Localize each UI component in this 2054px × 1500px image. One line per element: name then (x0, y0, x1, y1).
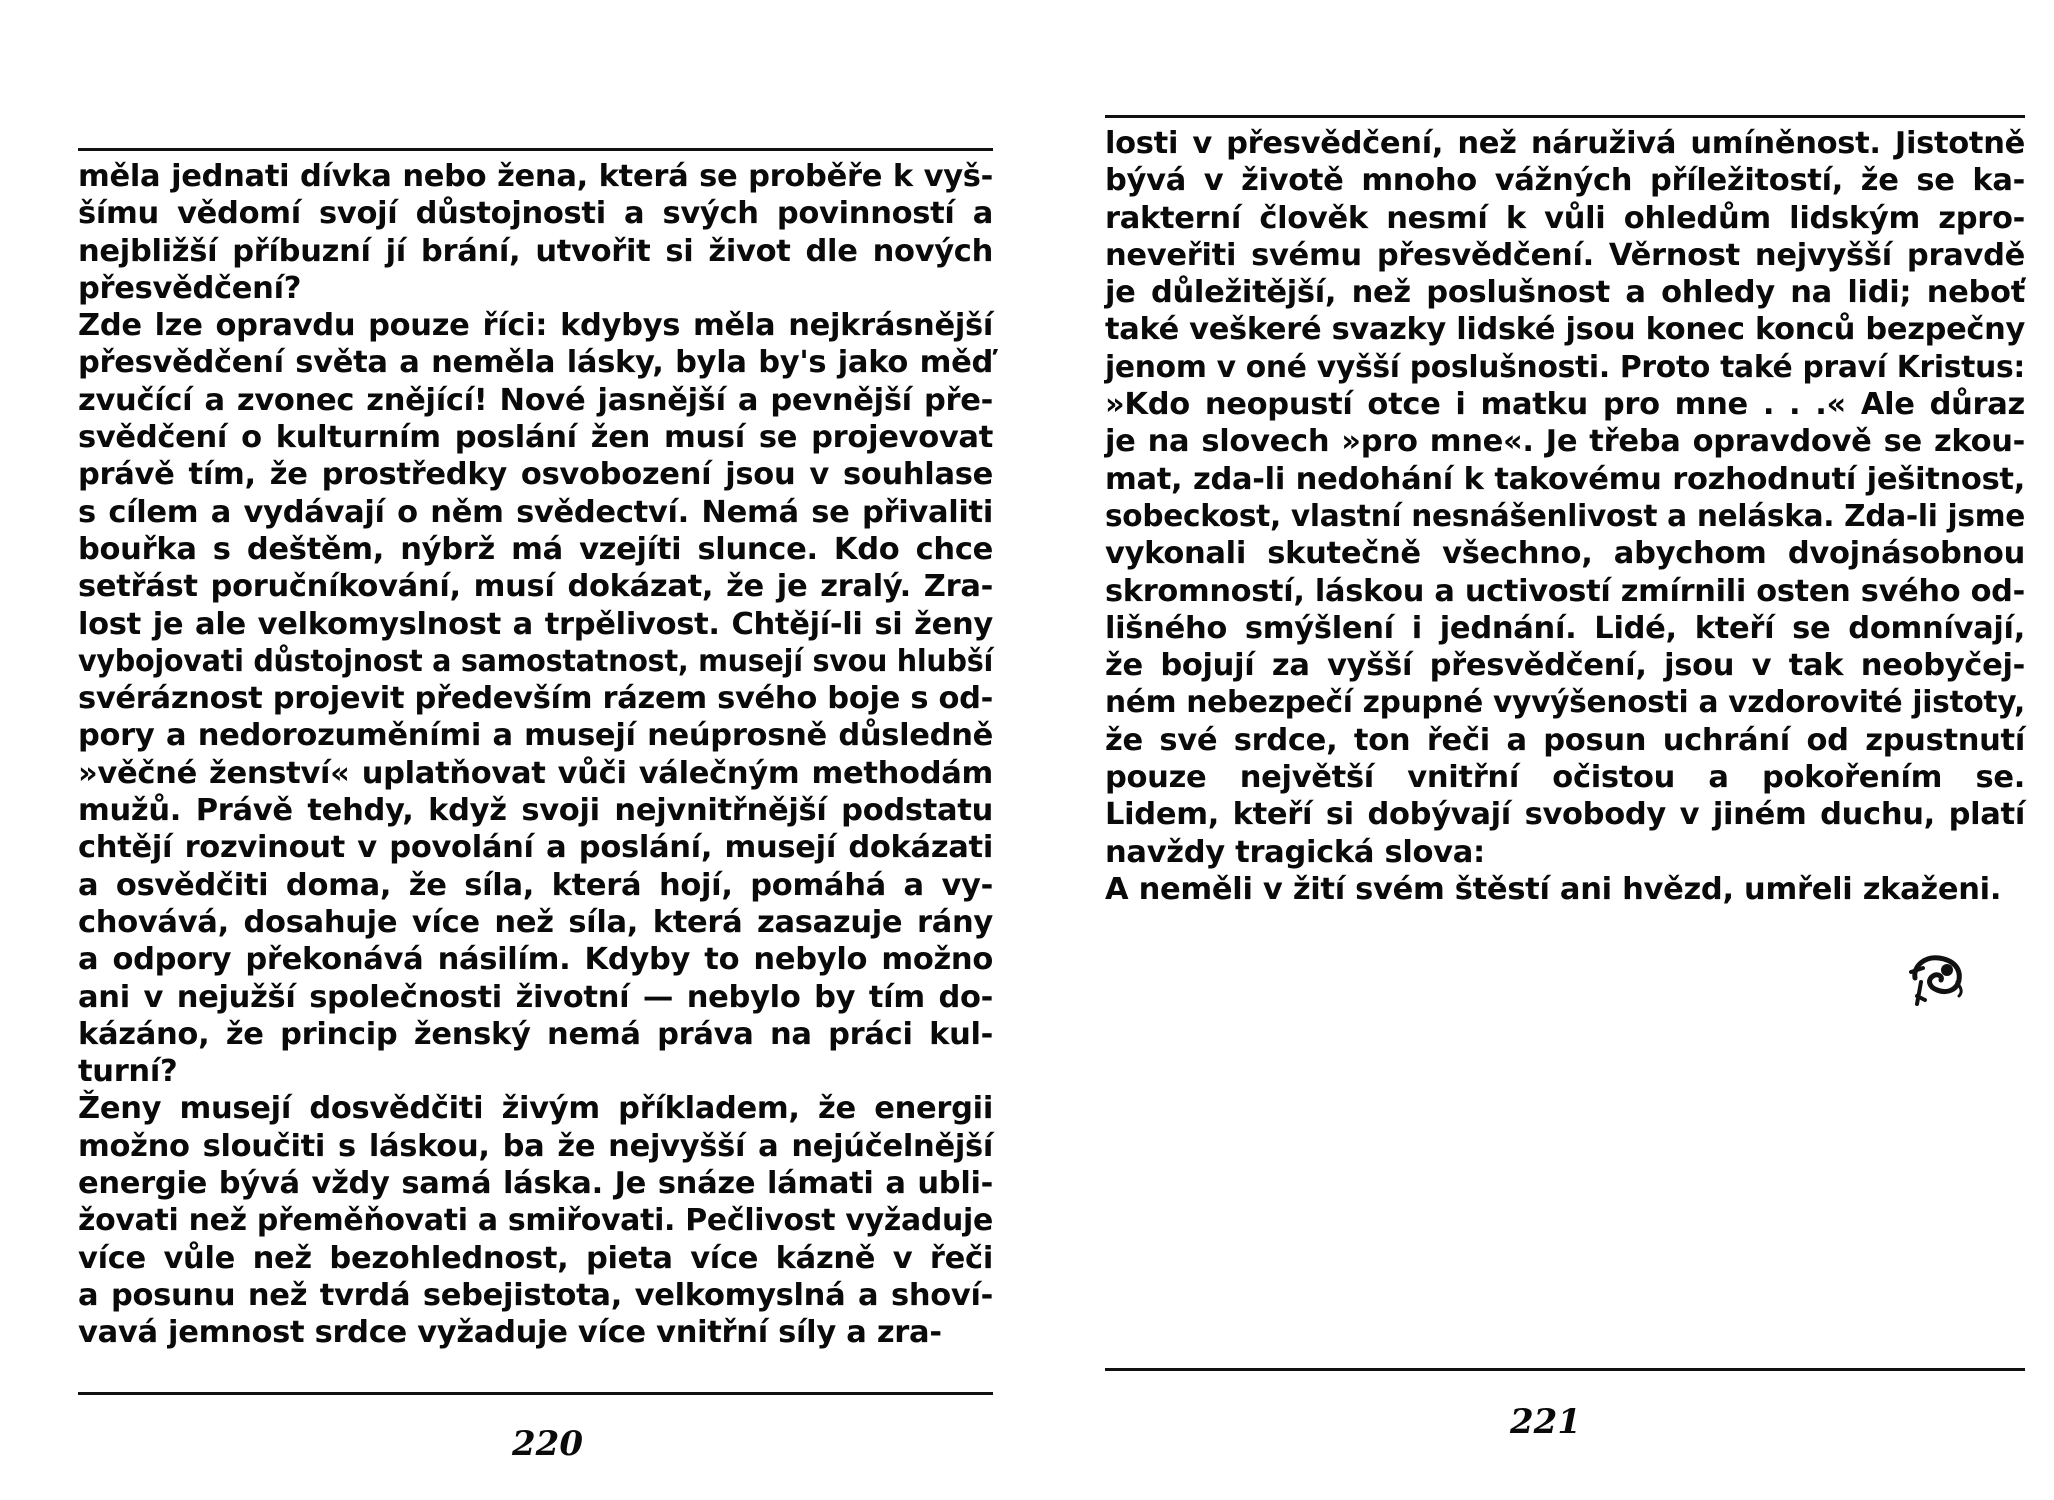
left-bottom-rule (78, 1392, 993, 1395)
text-line: sobeckost, vlastní nesnášenlivost a neláska. Zda-li jsme (1105, 498, 2026, 534)
text-line: pouze největší vnitřní očistou a pokořením se. (1105, 760, 2025, 796)
text-line: mužů. Právě tehdy, když svoji nejvnitřnější podstatu (78, 793, 993, 829)
text-line: ném nebezpečí zpupné vyvýšenosti a vzdorovité jistoty, (1105, 685, 2026, 721)
text-line: žovati než přeměňovati a smiřovati. Pečlivost vyžaduje (78, 1203, 993, 1239)
text-line: svéráznost projevit především rázem svého boje s od- (78, 681, 994, 717)
text-line: vykonali skutečně všechno, abychom dvojnásobnou (1105, 536, 2025, 572)
text-line: a posunu než tvrdá sebejistota, velkomyslná a shoví- (78, 1277, 993, 1313)
text-line: že své srdce, ton řeči a posun uchrání od zpustnutí (1105, 722, 2025, 758)
text-line: měla jednati dívka nebo žena, která se proběře k vyš- (78, 159, 993, 194)
right-top-rule (1105, 115, 2025, 118)
text-line: kázáno, že princip ženský nemá práva na práci kul- (78, 1016, 993, 1052)
text-line: že bojují za vyšší přesvědčení, jsou v tak neobyčej- (1105, 648, 2025, 684)
text-line: skromností, láskou a uctivostí zmírnili osten svého od- (1105, 573, 2025, 609)
text-line: energie bývá vždy samá láska. Je snáze lámati a ubli- (78, 1166, 993, 1202)
right-page (1027, 0, 2054, 1500)
text-line: A neměli v žití svém štěstí ani hvězd, umřeli zkaženi. (1105, 871, 2002, 907)
text-line: a odpory překonává násilím. Kdyby to nebylo možno (78, 942, 993, 978)
text-line: pory a nedorozuměními a musejí neúprosně důsledně (78, 718, 993, 754)
text-line: setřást poručníkování, musí dokázat, že je zralý. Zra- (78, 569, 993, 605)
text-line: lost je ale velkomyslnost a trpělivost. Chtějí-li si ženy (78, 606, 993, 642)
text-line: právě tím, že prostředky osvobození jsou v souhlase (78, 457, 993, 493)
text-line: neveřiti svému přesvědčení. Věrnost nejvyšší pravdě (1105, 237, 2025, 273)
text-line: Zde lze opravdu pouze říci: kdybys měla nejkrásnější (78, 308, 993, 344)
text-line: a osvědčiti doma, že síla, která hojí, pomáhá a vy- (78, 867, 993, 903)
vignette-ornament-icon (1907, 938, 1967, 1018)
text-line: chovává, dosahuje více než síla, která zasazuje rány (78, 904, 993, 940)
text-line: přesvědčení? (78, 270, 302, 306)
text-line: lišného smýšlení i jednání. Lidé, kteří se domnívají, (1105, 610, 2025, 646)
text-line: vavá jemnost srdce vyžaduje více vnitřní síly a zra- (78, 1315, 942, 1351)
text-line: bouřka s deštěm, nýbrž má vzejíti slunce. Kdo chce (78, 531, 993, 567)
text-line: vybojovati důstojnost a samostatnost, musejí svou hlubší (78, 643, 994, 679)
left-top-rule (78, 148, 993, 151)
text-line: mat, zda-li nedohání k takovému rozhodnutí ješitnost, (1105, 461, 2025, 497)
text-line: »věčné ženství« uplatňovat vůči válečným methodám (78, 755, 993, 791)
right-bottom-rule (1105, 1368, 2025, 1371)
text-line: rakterní člověk nesmí k vůli ohledům lidským zpro- (1105, 200, 2025, 236)
text-line: losti v přesvědčení, než náruživá umíněnost. Jistotně (1105, 126, 2025, 161)
text-line: šímu vědomí svojí důstojnosti a svých povinností a (78, 196, 993, 232)
text-line: zvučící a zvonec znějící! Nové jasnější a pevnější pře- (78, 382, 993, 418)
text-line: také veškeré svazky lidské jsou konec konců bezpečny (1105, 312, 2026, 348)
page-number-left: 220 (512, 1424, 583, 1464)
left-body-text (78, 158, 993, 1352)
text-line: více vůle než bezohlednost, pieta více kázně v řeči (78, 1240, 993, 1276)
text-line: nejbližší příbuzní jí brání, utvořit si život dle nových (78, 233, 993, 269)
text-line: Lidem, kteří si dobývají svobody v jiném duchu, platí (1105, 797, 2025, 833)
text-line: navždy tragická slova: (1105, 834, 1485, 870)
text-line: jenom v oné vyšší poslušnosti. Proto také praví Kristus: (1105, 349, 2026, 385)
page-number-right: 221 (1510, 1402, 1581, 1442)
text-line: chtějí rozvinout v povolání a poslání, musejí dokázati (78, 830, 993, 866)
text-line: je důležitější, než poslušnost a ohledy na lidi; neboť (1105, 275, 2025, 311)
text-line: je na slovech »pro mne«. Je třeba opravdově se zkou- (1105, 424, 2025, 460)
text-line: bývá v životě mnoho vážných příležitostí, že se ka- (1105, 163, 2025, 199)
text-line: »Kdo neopustí otce i matku pro mne . . .« Ale důraz (1105, 387, 2025, 423)
text-line: turní? (78, 1054, 178, 1090)
text-line: přesvědčení světa a neměla lásky, byla by's jako měď (78, 345, 993, 381)
text-line: ani v nejužší společnosti životní — nebylo by tím do- (78, 979, 993, 1015)
text-line: možno sloučiti s láskou, ba že nejvyšší a nejúčelnější (78, 1128, 993, 1164)
right-body-text (1105, 125, 2025, 908)
text-line: svědčení o kulturním poslání žen musí se projevovat (78, 420, 993, 456)
text-line: s cílem a vydávají o něm svědectví. Nemá se přivaliti (78, 494, 993, 530)
text-line: Ženy musejí dosvědčiti živým příkladem, že energii (78, 1091, 993, 1127)
